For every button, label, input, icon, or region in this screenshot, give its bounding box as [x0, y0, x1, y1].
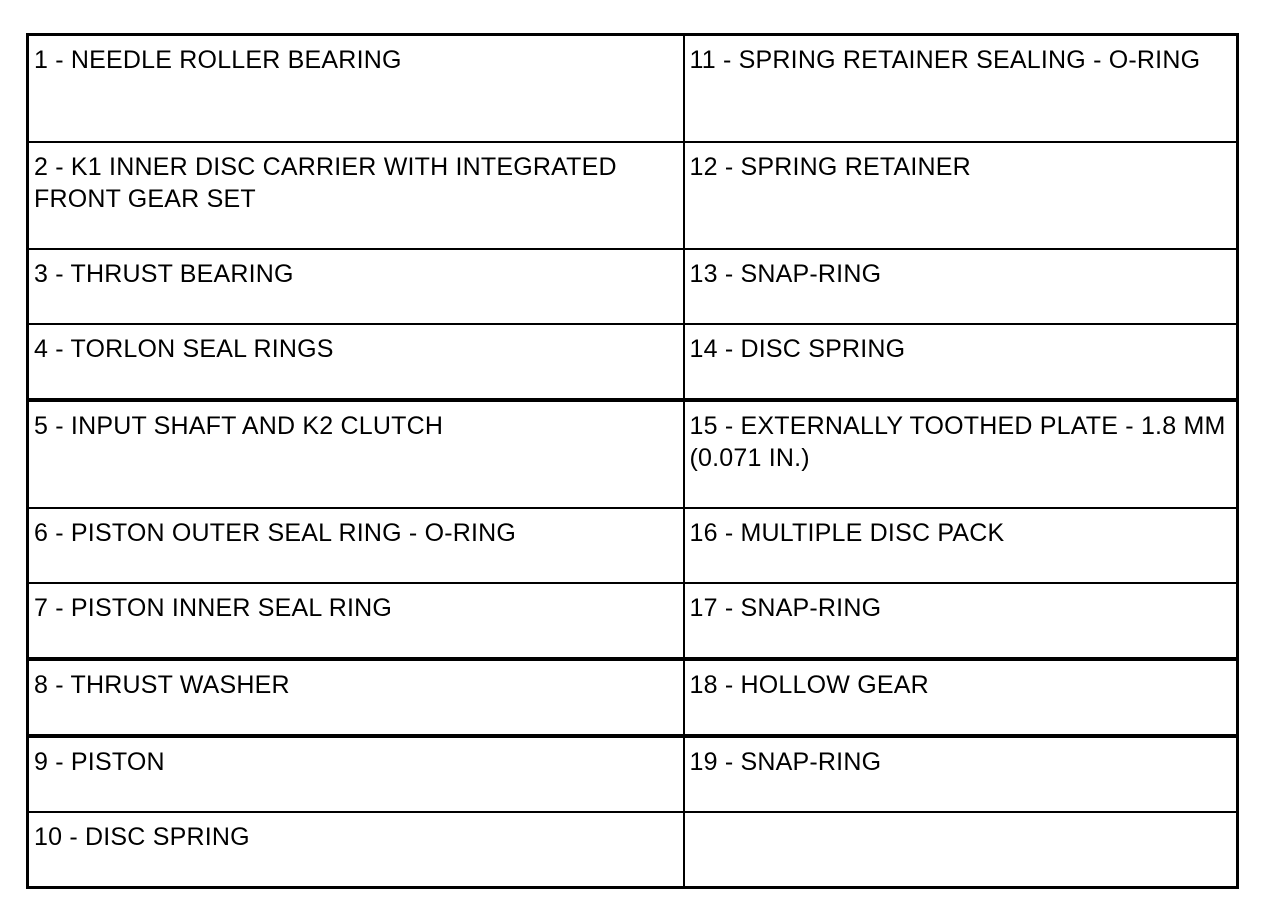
legend-cell-left: 9 - PISTON — [28, 736, 684, 812]
legend-cell-left: 2 - K1 INNER DISC CARRIER WITH INTEGRATED FRONT GEAR SET — [28, 142, 684, 249]
legend-cell-left: 3 - THRUST BEARING — [28, 249, 684, 324]
table-row — [28, 812, 1238, 888]
legend-cell-left: 5 - INPUT SHAFT AND K2 CLUTCH — [28, 400, 684, 508]
table-row — [28, 508, 1238, 583]
legend-cell-left: 6 - PISTON OUTER SEAL RING - O-RING — [28, 508, 684, 583]
legend-cell-right: 14 - DISC SPRING — [684, 324, 1238, 400]
table-row — [28, 400, 1238, 508]
legend-cell-right: 12 - SPRING RETAINER — [684, 142, 1238, 249]
legend-cell-right: 16 - MULTIPLE DISC PACK — [684, 508, 1238, 583]
legend-cell-left: 1 - NEEDLE ROLLER BEARING — [28, 35, 684, 143]
table-row — [28, 583, 1238, 659]
table-row — [28, 736, 1238, 812]
legend-cell-right: 18 - HOLLOW GEAR — [684, 659, 1238, 736]
legend-cell-right: 13 - SNAP-RING — [684, 249, 1238, 324]
legend-cell-right — [684, 812, 1238, 888]
legend-cell-right: 17 - SNAP-RING — [684, 583, 1238, 659]
legend-cell-left: 8 - THRUST WASHER — [28, 659, 684, 736]
legend-cell-left: 10 - DISC SPRING — [28, 812, 684, 888]
table-row — [28, 659, 1238, 736]
table-row — [28, 35, 1238, 143]
table-row — [28, 249, 1238, 324]
legend-cell-right: 15 - EXTERNALLY TOOTHED PLATE - 1.8 MM (0.071 IN.) — [684, 400, 1238, 508]
parts-legend-table — [26, 33, 1239, 889]
table-row — [28, 142, 1238, 249]
legend-cell-right: 11 - SPRING RETAINER SEALING - O-RING — [684, 35, 1238, 143]
legend-cell-right: 19 - SNAP-RING — [684, 736, 1238, 812]
legend-cell-left: 4 - TORLON SEAL RINGS — [28, 324, 684, 400]
table-row — [28, 324, 1238, 400]
legend-cell-left: 7 - PISTON INNER SEAL RING — [28, 583, 684, 659]
